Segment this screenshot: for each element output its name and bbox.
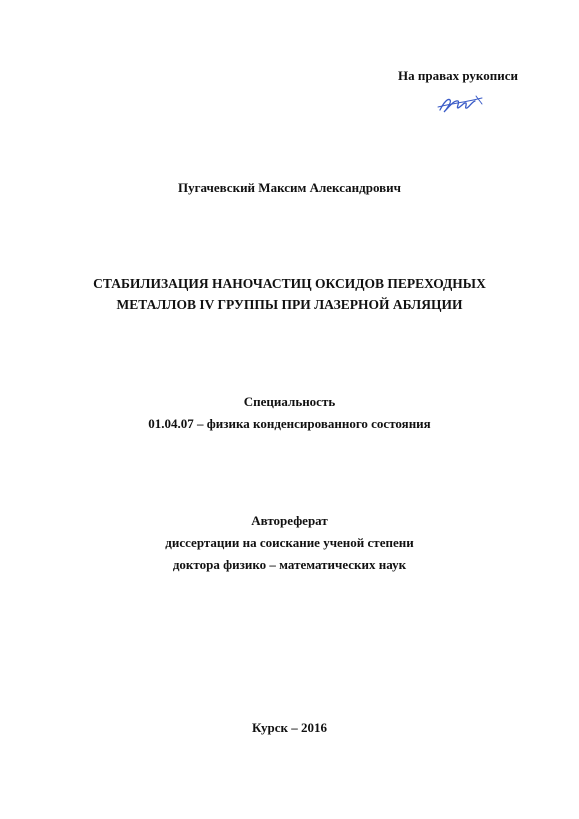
manuscript-rights-label: На правах рукописи [398, 68, 518, 83]
abstract-science-line: доктора физико – математических наук [172, 557, 407, 572]
abstract-degree-line: диссертации на соискание ученой степени [165, 535, 414, 550]
specialty-value: 01.04.07 – физика конденсированного состояния [148, 416, 431, 431]
dissertation-title-line-2: МЕТАЛЛОВ IV ГРУППЫ ПРИ ЛАЗЕРНОЙ АБЛЯЦИИ [116, 297, 463, 312]
abstract-heading: Автореферат [251, 513, 328, 528]
author-name: Пугачевский Максим Александрович [178, 180, 401, 195]
signature-icon [436, 92, 484, 116]
place-and-year: Курск – 2016 [251, 720, 328, 735]
dissertation-title-line-1: СТАБИЛИЗАЦИЯ НАНОЧАСТИЦ ОКСИДОВ ПЕРЕХОДНЫХ [93, 276, 486, 291]
specialty-label: Специальность [243, 394, 336, 409]
